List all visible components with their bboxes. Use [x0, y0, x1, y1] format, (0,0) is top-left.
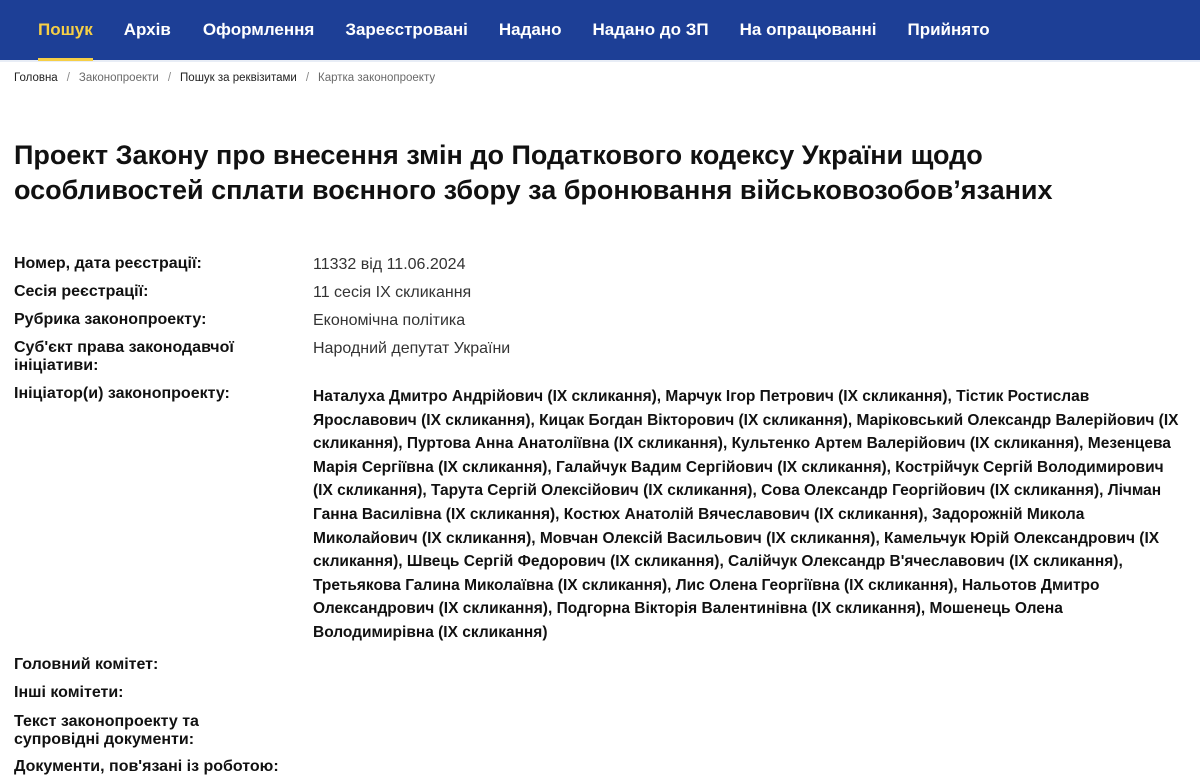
session-value: 11 сесія IX скликання: [313, 284, 472, 301]
subject-label: Суб'єкт права законодавчої ініціативи:: [14, 339, 234, 374]
breadcrumb: [14, 72, 435, 84]
breadcrumb-search[interactable]: Пошук за реквізитами: [180, 72, 297, 84]
session-label: Сесія реєстрації:: [14, 283, 149, 300]
nav-tab-processing[interactable]: Оформлення: [202, 20, 315, 39]
breadcrumb-home[interactable]: Головна: [14, 72, 58, 84]
other-committees-label: Інші комітети:: [14, 684, 124, 701]
initiators-value: Наталуха Дмитро Андрійович (IX скликання), Марчук Ігор Петрович (IX скликання), Тістик Ростислав Ярославович (IX скликання), Кицак Богдан Вікторович (IX скликання), Маріковський Олександр Валерійович (IX скликання), Пуртова Анна Анатоліївна (IX скликання), Культенко Артем Валерійович (IX скликання), Мезенцева Марія Сергіївна (IX скликання), Галайчук Вадим Сергійович (IX скликання), Кострійчук Сергій Володимирович (IX скликання), Тарута Сергій Олексійович (IX скликання), Сова Олександр Георгійович (IX скликання), Лічман Ганна Василівна (IX скликання), Костюх Анатолій Вячеславович (IX скликання), Задорожній Микола Миколайович (IX скликання), Мовчан Олексій Васильович (IX скликання), Камельчук Юрій Олександрович (IX скликання), Швець Сергій Федорович (IX скликання), Салійчук Олександр В'ячеславович (IX скликання), Третьякова Галина Миколаївна (IX скликання), Лис Олена Георгіївна (IX скликання), Нальотов Дмитро Олександрович (IX скликання), Подгорна Вікторія Валентинівна (IX скликання), Мошенець Олена Володимирівна (IX скликання): [313, 388, 1179, 641]
nav-tab-adopted[interactable]: Прийнято: [907, 20, 990, 39]
breadcrumb-card: Картка законопроекту: [318, 72, 436, 84]
registration-label: Номер, дата реєстрації:: [14, 255, 202, 272]
nav-tab-provided-to-zp[interactable]: Надано до ЗП: [592, 20, 709, 39]
breadcrumb-separator: /: [66, 72, 70, 84]
registration-value: 11332 від 11.06.2024: [313, 256, 466, 273]
rubric-label: Рубрика законопроекту:: [14, 311, 207, 328]
work-docs-label: Документи, пов'язані із роботою:: [14, 758, 279, 775]
nav-tab-under-review[interactable]: На опрацюванні: [739, 20, 877, 39]
breadcrumb-bills[interactable]: Законопроекти: [78, 72, 159, 84]
subject-value: Народний депутат України: [313, 340, 511, 357]
nav-tab-search[interactable]: Пошук: [38, 0, 93, 61]
text-docs-label: Текст законопроекту та супровідні документи:: [14, 713, 199, 748]
nav-tab-archive[interactable]: Архів: [123, 20, 171, 39]
initiators-label: Ініціатор(и) законопроекту:: [14, 385, 230, 402]
rubric-value: Економічна політика: [313, 312, 466, 329]
nav-tab-registered[interactable]: Зареєстровані: [345, 20, 468, 39]
top-navigation: [0, 0, 1200, 62]
page-title: Проект Закону про внесення змін до Податкового кодексу України щодо особливостей сплати воєнного збору за бронювання військовозобов’язаних: [14, 140, 1053, 205]
nav-tab-provided[interactable]: Надано: [498, 20, 562, 39]
breadcrumb-separator: /: [305, 72, 310, 84]
main-committee-label: Головний комітет:: [14, 656, 159, 673]
breadcrumb-separator: /: [167, 72, 172, 84]
